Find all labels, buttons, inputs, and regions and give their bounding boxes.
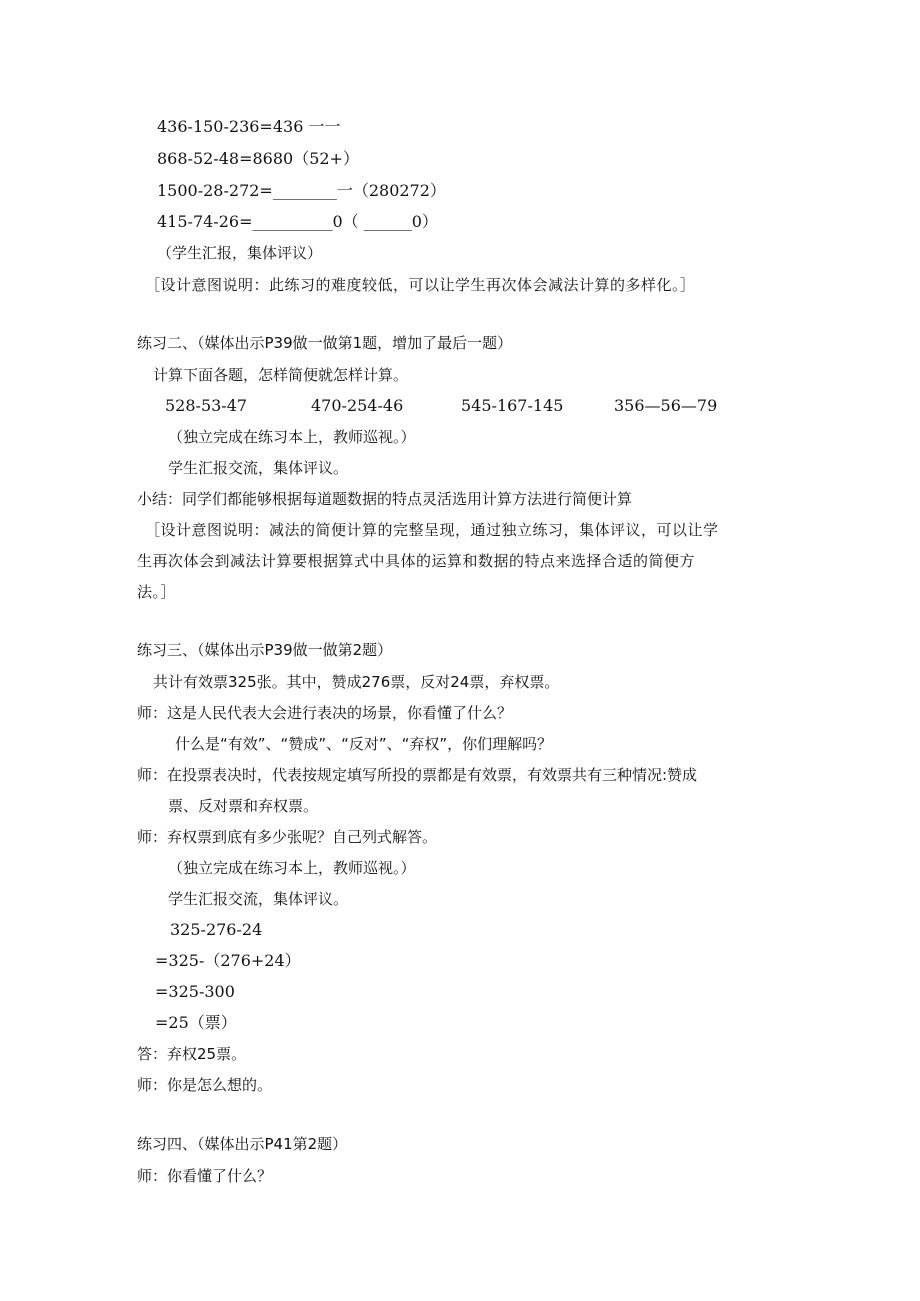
teacher-line: 师：你是怎么想的。 bbox=[137, 1076, 273, 1094]
calc-step: =325-300 bbox=[155, 982, 235, 1001]
teacher-line: 师：在投票表决时，代表按规定填写所投的票都是有效票，有效票共有三种情况:赞成 bbox=[137, 766, 698, 784]
exercise-title: 练习四、（媒体出示P41第2题） bbox=[137, 1135, 348, 1153]
exercise-title: 练习三、（媒体出示P39做一做第2题） bbox=[137, 641, 393, 659]
equation-line: 1500-28-272=________一（280272） bbox=[157, 181, 446, 200]
report-note: 学生汇报交流，集体评议。 bbox=[168, 890, 349, 908]
calc-step: =25（票） bbox=[155, 1013, 237, 1032]
teacher-line: 票、反对票和弃权票。 bbox=[168, 797, 319, 815]
problem-item: 545-167-145 bbox=[461, 396, 564, 415]
problem-item: 528-53-47 bbox=[165, 396, 248, 415]
activity-note: （独立完成在练习本上，教师巡视。） bbox=[168, 859, 416, 877]
instruction: 计算下面各题，怎样简便就怎样计算。 bbox=[153, 366, 409, 384]
problem-item: 356—56—79 bbox=[614, 396, 718, 415]
problem-item: 470-254-46 bbox=[311, 396, 404, 415]
teacher-line: 师：你看懂了什么？ bbox=[137, 1167, 273, 1185]
teacher-line: 师：弃权票到底有多少张呢？自己列式解答。 bbox=[137, 828, 438, 846]
report-note: 学生汇报交流，集体评议。 bbox=[168, 459, 349, 477]
teacher-line: 师：这是人民代表大会进行表决的场景，你看懂了什么？ bbox=[137, 704, 513, 722]
calc-step: =325-（276+24） bbox=[155, 951, 301, 970]
activity-note: （学生汇报，集体评议） bbox=[157, 244, 323, 262]
design-intent-note: ［设计意图说明：减法的简便计算的完整呈现，通过独立练习，集体评议，可以让学 bbox=[145, 521, 719, 539]
activity-note: （独立完成在练习本上，教师巡视。） bbox=[168, 428, 416, 446]
design-intent-note: 法。］ bbox=[137, 583, 177, 601]
equation-line: 868-52-48=8680（52+） bbox=[157, 149, 359, 168]
exercise-title: 练习二、（媒体出示P39做一做第1题，增加了最后一题） bbox=[137, 334, 513, 352]
equation-line: 415-74-26=__________0（ ______0） bbox=[157, 212, 438, 231]
design-intent-note: 生再次体会到减法计算要根据算式中具体的运算和数据的特点来选择合适的简便方 bbox=[137, 552, 696, 570]
answer-line: 答：弃权25票。 bbox=[137, 1045, 247, 1063]
teacher-line: 什么是“有效”、“赞成”、“反对”、“弃权”，你们理解吗？ bbox=[175, 735, 553, 753]
design-intent-note: ［设计意图说明：此练习的难度较低，可以让学生再次体会减法计算的多样化。］ bbox=[145, 276, 696, 294]
calc-step: 325-276-24 bbox=[170, 920, 263, 939]
problem-text: 共计有效票325张。其中，赞成276票，反对24票，弃权票。 bbox=[153, 673, 560, 691]
summary: 小结：同学们都能够根据每道题数据的特点灵活选用计算方法进行简便计算 bbox=[137, 490, 633, 508]
equation-line: 436-150-236=436 一一 bbox=[157, 117, 341, 136]
